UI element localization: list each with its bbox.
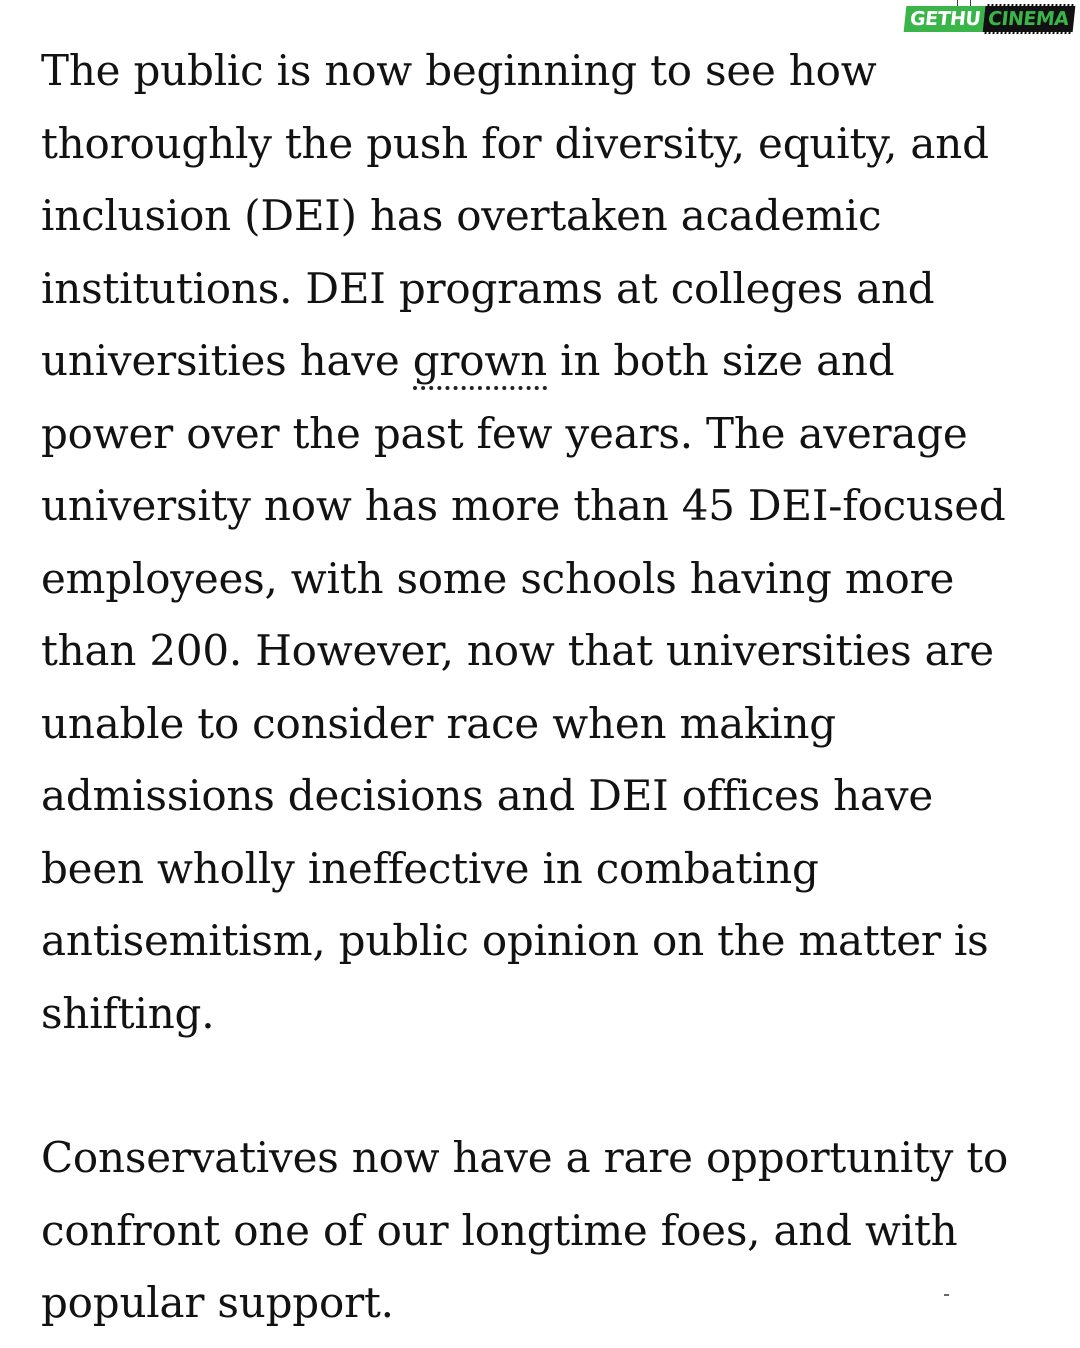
watermark-left-text: GETHU	[904, 6, 986, 32]
watermark-right-text: CINEMA	[983, 4, 1076, 34]
article-body	[41, 35, 1031, 1340]
article-paragraph-2: Conservatives now have a rare opportunity to confront one of our longtime foes, and with popular support.	[41, 1133, 1009, 1327]
article-paragraph-1	[41, 35, 1031, 1050]
scroll-mark	[944, 1294, 949, 1296]
paragraph-1-text-end: in both size and power over the past few years. The average university now has more than 45 DEI-focused employees, with some schools having more than 200. However, now that universities are unable to consider race when making admissions decisions and DEI offices have been wholly ineffective in combating antisemitism, public opinion on the matter is shifting.	[41, 336, 1006, 1038]
paragraph-1-text-start: The public is now beginning to see how thoroughly the push for diversity, equity, and inclusion (DEI) has overtaken academic institutions. DEI programs at colleges and universities have	[41, 46, 989, 385]
grown-link[interactable]: grown	[413, 336, 547, 390]
gethu-cinema-watermark-logo	[905, 4, 1074, 34]
